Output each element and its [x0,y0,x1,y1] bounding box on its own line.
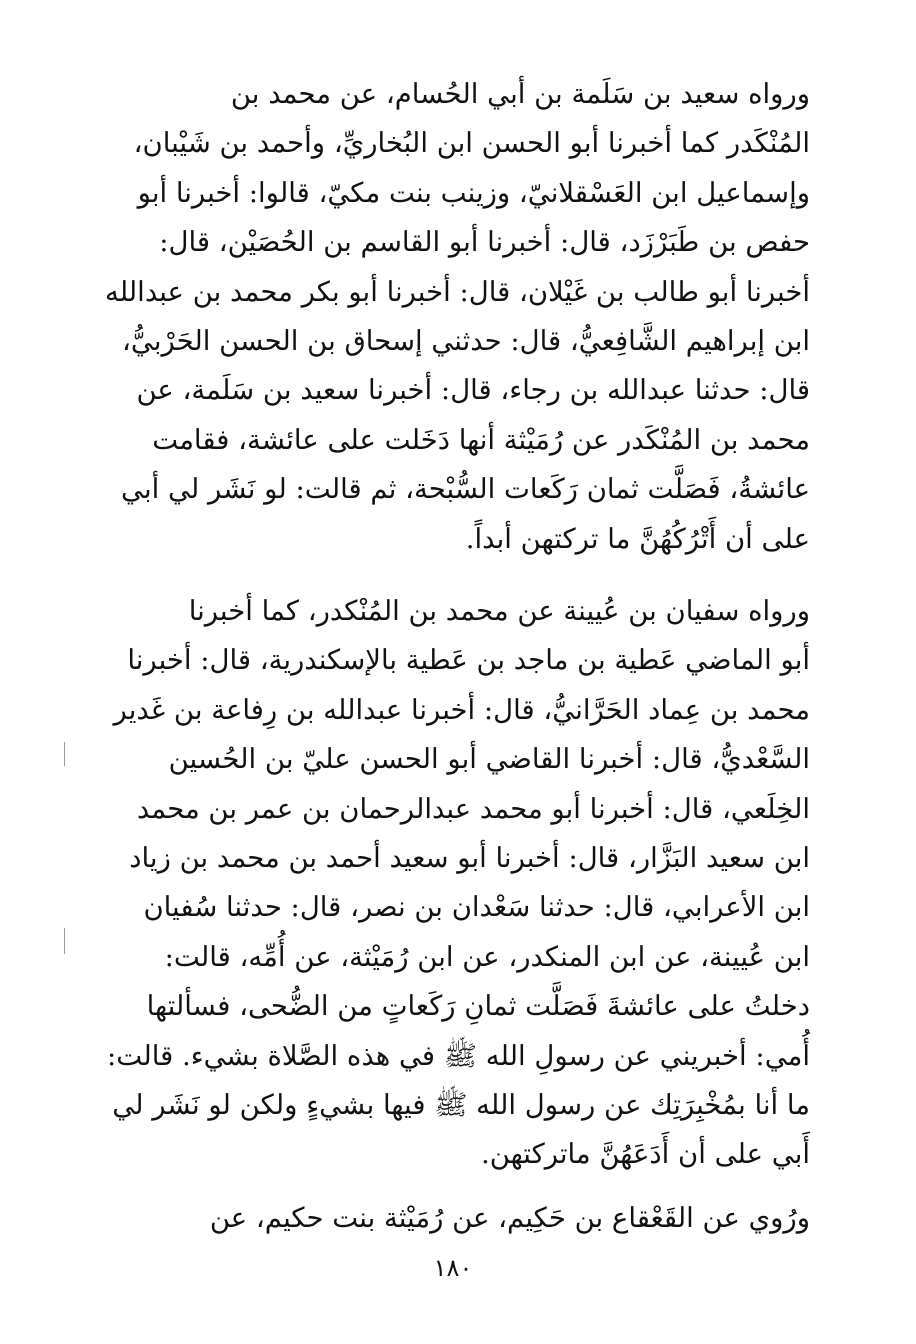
margin-mark [64,742,65,766]
page-number: ١٨٠ [433,1254,473,1282]
margin-mark [64,928,65,954]
paragraph-1: ورواه سعيد بن سَلَمة بن أبي الحُسام، عن محمد بن المُنْكَدر كما أخبرنا أبو الحسن ابن البُخاريِّ، وأحمد بن شَيْبان، وإسماعيل ابن العَسْقلانيّ، وزينب بنت مكيّ، قالوا: أخبرنا أبو حفص بن طَبَرْزَد، قال: أخبرنا أبو القاسم بن الحُصَيْن، قال: أخبرنا أبو طالب بن غَيْلان، قال: أخبرنا أبو بكر محمد بن عبدالله ابن إبراهيم الشَّافِعيُّ، قال: حدثني إسحاق بن الحسن الحَرْبيُّ، قال: حدثنا عبدالله بن رجاء، قال: أخبرنا سعيد بن سَلَمة، عن محمد بن المُنْكَدر عن رُمَيْثة أنها دَخَلت على عائشة، فقامت عائشةُ، فَصَلَّت ثمان رَكَعات السُّبْحة، ثم قالت: لو نَشَر لي أبي على أن أَتْرُكُهُنَّ ما تركتهن أبداً. [104,78,810,555]
book-page [96,70,810,1282]
paragraph-2: ورواه سفيان بن عُيينة عن محمد بن المُنْكدر، كما أخبرنا أبو الماضي عَطية بن ماجد بن عَطية بالإسكندرية، قال: أخبرنا محمد بن عِماد الحَرَّانيُّ، قال: أخبرنا عبدالله بن رِفاعة بن غَدير السَّعْديُّ، قال: أخبرنا القاضي أبو الحسن عليّ بن الحُسين الخِلَعي، قال: أخبرنا أبو محمد عبدالرحمان بن عمر بن محمد ابن سعيد البَزَّار، قال: أخبرنا أبو سعيد أحمد بن محمد بن زياد ابن الأعرابي، قال: حدثنا سَعْدان بن نصر، قال: حدثنا سُفيان ابن عُيينة، عن ابن المنكدر، عن ابن رُمَيْثة، عن أُمِّه، قالت: دخلتُ على عائشةَ فَصَلَّت ثمانِ رَكَعاتٍ من الضُّحى، فسألتها أُمي: أخبريني عن رسولِ الله ﷺ في هذه الصَّلاة بشيء. قالت: ما أنا بمُخْبِرَتِك عن رسول الله ﷺ فيها بشيءٍ ولكن لو نَشَر لي أَبي على أن أَدَعَهُنَّ ماتركتهن. [107,595,810,1171]
paragraph-3: ورُوي عن القَعْقاع بن حَكِيم، عن رُمَيْثة بنت حكيم، عن [209,1202,810,1234]
